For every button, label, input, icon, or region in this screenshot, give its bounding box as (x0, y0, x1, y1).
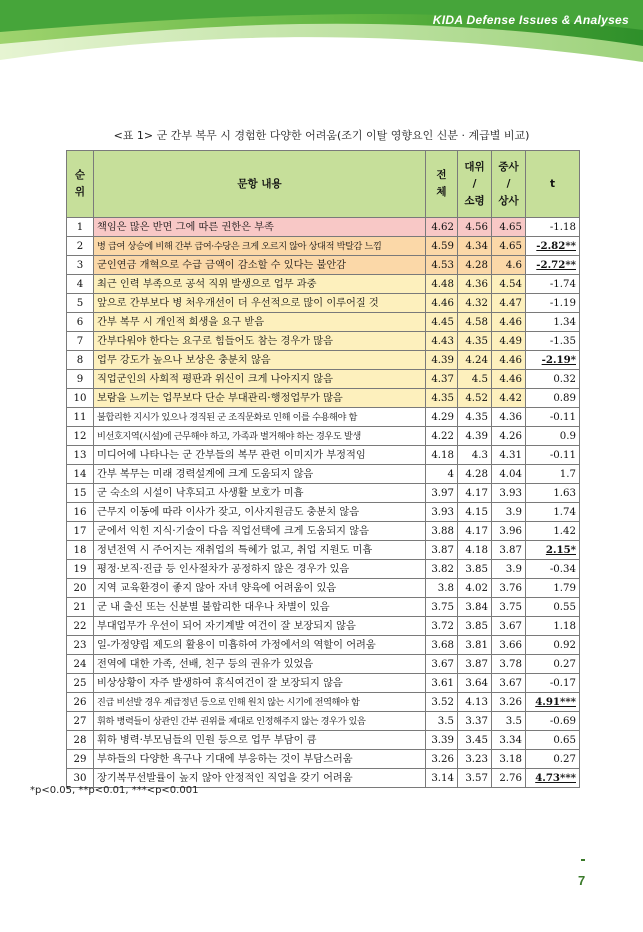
t-cell: 0.27 (526, 655, 580, 674)
officer-cell: 4.32 (458, 294, 492, 313)
table-row (67, 408, 580, 427)
t-cell: 1.79 (526, 579, 580, 598)
total-cell: 3.72 (426, 617, 458, 636)
rank-cell: 10 (67, 389, 94, 408)
rank-cell: 7 (67, 332, 94, 351)
t-cell: -2.82** (526, 237, 580, 256)
officer-cell: 4.17 (458, 484, 492, 503)
table-caption: <표 1> 군 간부 복무 시 경험한 다양한 어려움(조기 이탈 영향요인 신분 · 계급별 비교) (113, 129, 530, 142)
officer-cell: 3.87 (458, 655, 492, 674)
officer-cell: 3.45 (458, 731, 492, 750)
total-cell: 4.48 (426, 275, 458, 294)
table-row (67, 446, 580, 465)
header-nco: 중사 / 상사 (492, 151, 526, 218)
table-row (67, 275, 580, 294)
table-row (67, 351, 580, 370)
officer-cell: 4.15 (458, 503, 492, 522)
rank-cell: 24 (67, 655, 94, 674)
total-cell: 3.88 (426, 522, 458, 541)
total-cell: 3.93 (426, 503, 458, 522)
rank-cell: 18 (67, 541, 94, 560)
officer-cell: 3.23 (458, 750, 492, 769)
officer-cell: 3.37 (458, 712, 492, 731)
item-cell: 간부다워야 한다는 요구로 힘들어도 참는 경우가 많음 (94, 332, 426, 351)
officer-cell: 4.35 (458, 332, 492, 351)
table-row (67, 427, 580, 446)
t-cell: 1.63 (526, 484, 580, 503)
t-cell: -0.11 (526, 408, 580, 427)
rank-cell: 17 (67, 522, 94, 541)
rank-cell: 12 (67, 427, 94, 446)
total-cell: 3.61 (426, 674, 458, 693)
nco-cell: 4.49 (492, 332, 526, 351)
officer-cell: 4.58 (458, 313, 492, 332)
t-cell: 2.15* (526, 541, 580, 560)
nco-cell: 3.87 (492, 541, 526, 560)
table-row (67, 237, 580, 256)
total-cell: 4.46 (426, 294, 458, 313)
t-cell: 0.9 (526, 427, 580, 446)
total-cell: 4.43 (426, 332, 458, 351)
header-total: 전 체 (426, 151, 458, 218)
total-cell: 3.8 (426, 579, 458, 598)
item-cell: 진급 비선발 경우 계급정년 등으로 인해 원치 않는 시기에 전역해야 함 (94, 693, 426, 712)
item-cell: 휘하 병력들이 상관인 간부 권위를 제대로 인정해주지 않는 경우가 있음 (94, 712, 426, 731)
table-row (67, 674, 580, 693)
officer-cell: 4.28 (458, 256, 492, 275)
total-cell: 3.68 (426, 636, 458, 655)
nco-cell: 4.6 (492, 256, 526, 275)
t-cell: 4.91*** (526, 693, 580, 712)
rank-cell: 22 (67, 617, 94, 636)
total-cell: 4.59 (426, 237, 458, 256)
nco-cell: 3.67 (492, 674, 526, 693)
total-cell: 4.53 (426, 256, 458, 275)
item-cell: 전역에 대한 가족, 선배, 친구 등의 권유가 있었음 (94, 655, 426, 674)
table-row (67, 256, 580, 275)
table-row (67, 541, 580, 560)
item-cell: 비상상황이 자주 발생하여 휴식여건이 잘 보장되지 않음 (94, 674, 426, 693)
total-cell: 4.62 (426, 218, 458, 237)
rank-cell: 16 (67, 503, 94, 522)
table-row (67, 712, 580, 731)
t-cell: 1.18 (526, 617, 580, 636)
item-cell: 군인연금 개혁으로 수급 금액이 감소할 수 있다는 불안감 (94, 256, 426, 275)
total-cell: 3.14 (426, 769, 458, 788)
rank-cell: 30 (67, 769, 94, 788)
officer-cell: 4.24 (458, 351, 492, 370)
total-cell: 4.35 (426, 389, 458, 408)
item-cell: 간부 복무 시 개인적 희생을 요구 받음 (94, 313, 426, 332)
nco-cell: 4.42 (492, 389, 526, 408)
item-cell: 군 숙소의 시설이 낙후되고 사생활 보호가 미흡 (94, 484, 426, 503)
nco-cell: 3.18 (492, 750, 526, 769)
t-cell: -2.72** (526, 256, 580, 275)
rank-cell: 2 (67, 237, 94, 256)
nco-cell: 3.9 (492, 503, 526, 522)
t-cell: 1.42 (526, 522, 580, 541)
t-cell: -0.34 (526, 560, 580, 579)
t-cell: -0.17 (526, 674, 580, 693)
total-cell: 3.67 (426, 655, 458, 674)
nco-cell: 4.26 (492, 427, 526, 446)
t-cell: 0.65 (526, 731, 580, 750)
nco-cell: 3.67 (492, 617, 526, 636)
total-cell: 3.87 (426, 541, 458, 560)
officer-cell: 4.3 (458, 446, 492, 465)
nco-cell: 4.31 (492, 446, 526, 465)
rank-cell: 28 (67, 731, 94, 750)
rank-cell: 4 (67, 275, 94, 294)
table-row (67, 636, 580, 655)
nco-cell: 3.9 (492, 560, 526, 579)
t-cell: -1.74 (526, 275, 580, 294)
officer-cell: 3.84 (458, 598, 492, 617)
rank-cell: 19 (67, 560, 94, 579)
officer-cell: 3.64 (458, 674, 492, 693)
nco-cell: 4.65 (492, 218, 526, 237)
officer-cell: 4.5 (458, 370, 492, 389)
running-title: KIDA Defense Issues & Analyses (432, 13, 629, 27)
rank-cell: 13 (67, 446, 94, 465)
table-row (67, 484, 580, 503)
nco-cell: 3.96 (492, 522, 526, 541)
table-row (67, 598, 580, 617)
rank-cell: 11 (67, 408, 94, 427)
total-cell: 3.75 (426, 598, 458, 617)
table-row (67, 503, 580, 522)
rank-cell: 26 (67, 693, 94, 712)
table-row (67, 731, 580, 750)
item-cell: 보람을 느끼는 업무보다 단순 부대관리·행정업무가 많음 (94, 389, 426, 408)
officer-cell: 4.18 (458, 541, 492, 560)
t-cell: -0.69 (526, 712, 580, 731)
header-t: t (526, 151, 580, 218)
page-number: 7 (578, 873, 586, 888)
table-row (67, 579, 580, 598)
total-cell: 3.52 (426, 693, 458, 712)
total-cell: 3.82 (426, 560, 458, 579)
nco-cell: 3.66 (492, 636, 526, 655)
rank-cell: 15 (67, 484, 94, 503)
table-row (67, 560, 580, 579)
t-cell: -2.19* (526, 351, 580, 370)
table-row (67, 332, 580, 351)
item-cell: 직업군인의 사회적 평판과 위신이 크게 나아지지 않음 (94, 370, 426, 389)
rank-cell: 23 (67, 636, 94, 655)
total-cell: 4.45 (426, 313, 458, 332)
item-cell: 지역 교육환경이 좋지 않아 자녀 양육에 어려움이 있음 (94, 579, 426, 598)
nco-cell: 2.76 (492, 769, 526, 788)
total-cell: 4 (426, 465, 458, 484)
rank-cell: 14 (67, 465, 94, 484)
officer-cell: 4.13 (458, 693, 492, 712)
total-cell: 3.39 (426, 731, 458, 750)
header-officer: 대위 / 소령 (458, 151, 492, 218)
total-cell: 3.26 (426, 750, 458, 769)
table-row (67, 465, 580, 484)
header-banner (0, 0, 643, 100)
nco-cell: 4.46 (492, 370, 526, 389)
nco-cell: 3.78 (492, 655, 526, 674)
item-cell: 미디어에 나타나는 군 간부들의 복무 관련 이미지가 부정적임 (94, 446, 426, 465)
t-cell: 1.34 (526, 313, 580, 332)
table-row (67, 750, 580, 769)
item-cell: 군에서 익힌 지식·기술이 다음 직업선택에 크게 도움되지 않음 (94, 522, 426, 541)
rank-cell: 3 (67, 256, 94, 275)
difficulty-table (66, 150, 580, 788)
officer-cell: 4.52 (458, 389, 492, 408)
officer-cell: 3.85 (458, 560, 492, 579)
item-cell: 간부 복무는 미래 경력설계에 크게 도움되지 않음 (94, 465, 426, 484)
table-row (67, 313, 580, 332)
table-row (67, 522, 580, 541)
significance-footnote: *p<0.05, **p<0.01, ***<p<0.001 (30, 785, 199, 796)
table-row (67, 370, 580, 389)
nco-cell: 3.93 (492, 484, 526, 503)
nco-cell: 4.54 (492, 275, 526, 294)
nco-cell: 3.75 (492, 598, 526, 617)
officer-cell: 4.36 (458, 275, 492, 294)
officer-cell: 4.35 (458, 408, 492, 427)
item-cell: 앞으로 간부보다 병 처우개선이 더 우선적으로 많이 이루어질 것 (94, 294, 426, 313)
t-cell: 0.92 (526, 636, 580, 655)
t-cell: -0.11 (526, 446, 580, 465)
item-cell: 장기복무선발률이 높지 않아 안정적인 직업을 갖기 어려움 (94, 769, 426, 788)
officer-cell: 4.02 (458, 579, 492, 598)
item-cell: 근무지 이동에 따라 이사가 잦고, 이사지원금도 충분치 않음 (94, 503, 426, 522)
nco-cell: 3.76 (492, 579, 526, 598)
nco-cell: 3.26 (492, 693, 526, 712)
nco-cell: 4.65 (492, 237, 526, 256)
total-cell: 3.5 (426, 712, 458, 731)
item-cell: 군 내 출신 또는 신분별 불합리한 대우나 차별이 있음 (94, 598, 426, 617)
t-cell: -1.35 (526, 332, 580, 351)
item-cell: 불합리한 지시가 있으나 경직된 군 조직문화로 인해 이를 수용해야 함 (94, 408, 426, 427)
table-header-row (67, 151, 580, 218)
item-cell: 업무 강도가 높으나 보상은 충분치 않음 (94, 351, 426, 370)
t-cell: -1.18 (526, 218, 580, 237)
nco-cell: 3.34 (492, 731, 526, 750)
item-cell: 병 급여 상승에 비해 간부 급여·수당은 크게 오르지 않아 상대적 박탈감 느낌 (94, 237, 426, 256)
nco-cell: 4.46 (492, 313, 526, 332)
item-cell: 정년전역 시 주어지는 재취업의 특혜가 없고, 취업 지원도 미흡 (94, 541, 426, 560)
rank-cell: 6 (67, 313, 94, 332)
item-cell: 휘하 병력·부모님들의 민원 등으로 업무 부담이 큼 (94, 731, 426, 750)
header-item: 문항 내용 (94, 151, 426, 218)
rank-cell: 29 (67, 750, 94, 769)
officer-cell: 4.34 (458, 237, 492, 256)
item-cell: 비선호지역(시설)에 근무해야 하고, 가족과 별거해야 하는 경우도 발생 (94, 427, 426, 446)
officer-cell: 4.17 (458, 522, 492, 541)
t-cell: 1.7 (526, 465, 580, 484)
t-cell: 4.73*** (526, 769, 580, 788)
rank-cell: 20 (67, 579, 94, 598)
t-cell: 0.89 (526, 389, 580, 408)
t-cell: 0.55 (526, 598, 580, 617)
rank-cell: 27 (67, 712, 94, 731)
officer-cell: 4.39 (458, 427, 492, 446)
item-cell: 일-가정양립 제도의 활용이 미흡하여 가정에서의 역할이 어려움 (94, 636, 426, 655)
item-cell: 책임은 많은 반면 그에 따른 권한은 부족 (94, 218, 426, 237)
t-cell: 1.74 (526, 503, 580, 522)
total-cell: 4.37 (426, 370, 458, 389)
table-row (67, 617, 580, 636)
rank-cell: 25 (67, 674, 94, 693)
table-row (67, 655, 580, 674)
nco-cell: 4.47 (492, 294, 526, 313)
rank-cell: 9 (67, 370, 94, 389)
item-cell: 최근 인력 부족으로 공석 직위 발생으로 업무 과중 (94, 275, 426, 294)
page-dot (581, 859, 585, 861)
total-cell: 4.39 (426, 351, 458, 370)
table-row (67, 693, 580, 712)
table-row (67, 218, 580, 237)
rank-cell: 8 (67, 351, 94, 370)
t-cell: 0.27 (526, 750, 580, 769)
officer-cell: 4.56 (458, 218, 492, 237)
t-cell: 0.32 (526, 370, 580, 389)
item-cell: 평정·보직·진급 등 인사절차가 공정하지 않은 경우가 있음 (94, 560, 426, 579)
nco-cell: 4.46 (492, 351, 526, 370)
header-rank: 순 위 (67, 151, 94, 218)
total-cell: 3.97 (426, 484, 458, 503)
item-cell: 부대업무가 우선이 되어 자기계발 여건이 잘 보장되지 않음 (94, 617, 426, 636)
total-cell: 4.18 (426, 446, 458, 465)
total-cell: 4.22 (426, 427, 458, 446)
nco-cell: 4.36 (492, 408, 526, 427)
t-cell: -1.19 (526, 294, 580, 313)
nco-cell: 3.5 (492, 712, 526, 731)
rank-cell: 1 (67, 218, 94, 237)
nco-cell: 4.04 (492, 465, 526, 484)
officer-cell: 3.81 (458, 636, 492, 655)
rank-cell: 21 (67, 598, 94, 617)
table-row (67, 294, 580, 313)
officer-cell: 4.28 (458, 465, 492, 484)
officer-cell: 3.85 (458, 617, 492, 636)
table-row (67, 389, 580, 408)
officer-cell: 3.57 (458, 769, 492, 788)
rank-cell: 5 (67, 294, 94, 313)
item-cell: 부하들의 다양한 욕구나 기대에 부응하는 것이 부담스러움 (94, 750, 426, 769)
total-cell: 4.29 (426, 408, 458, 427)
